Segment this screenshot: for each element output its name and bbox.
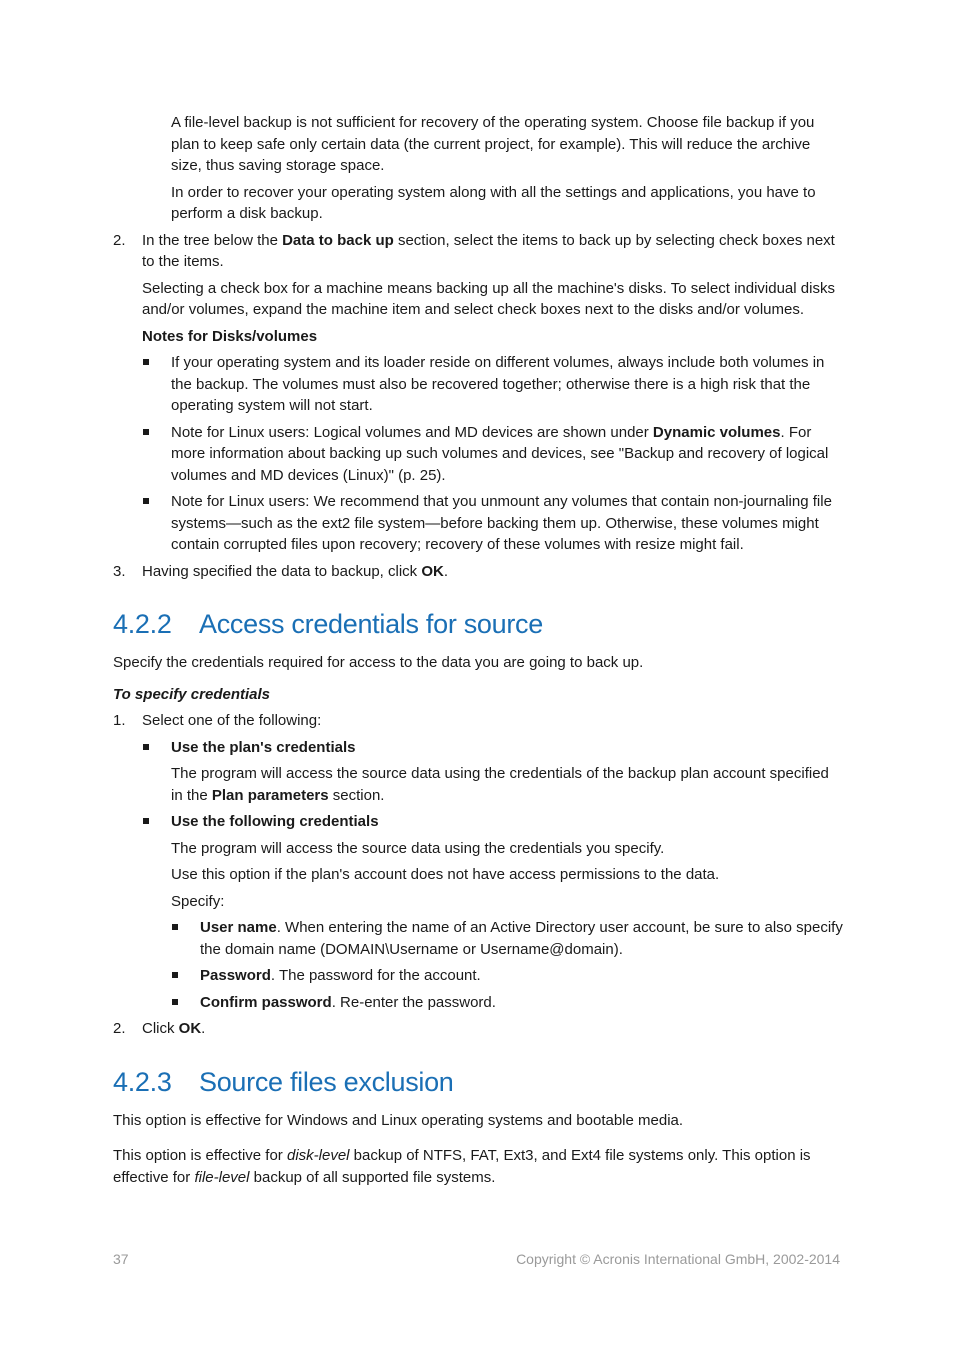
option-following-credentials: Use the following credentials <box>142 811 843 833</box>
specify-label: Specify: <box>171 892 225 910</box>
item-bold: Data to back up <box>282 231 394 249</box>
list-number: 3. <box>113 562 126 580</box>
section-heading-4-2-3 <box>113 1066 843 1098</box>
copyright-text: Copyright © Acronis International GmbH, 2002-2014 <box>516 1251 840 1267</box>
option-description: The program will access the source data using the credentials of the backup plan account specified in the Plan parameters section. <box>171 765 829 804</box>
list-number: 1. <box>113 712 126 729</box>
bullet-item: Note for Linux users: We recommend that you unmount any volumes that contain non-journaling file systems—such as the ext2 file system—before backing them up. Otherwise, these volumes might contain corrupted files upon recovery; recovery of these volumes with resize might fail. <box>142 491 843 556</box>
bullet-item: If your operating system and its loader reside on different volumes, always include both volumes in the backup. The volumes must also be recovered together; otherwise there is a high risk that the operating system will not start. <box>142 352 843 417</box>
list-number: 2. <box>113 231 126 249</box>
sub-bullet-password: Password. The password for the account. <box>171 965 843 987</box>
list-number: 2. <box>113 1020 126 1037</box>
section-title: Source files exclusion <box>199 1066 454 1097</box>
item-text: In the tree below the <box>142 231 283 249</box>
sub-bullet-user-name: User name. When entering the name of an Active Directory user account, be sure to also specify the domain name (DOMAIN\Username or Username@domain). <box>171 917 843 960</box>
section-paragraph: This option is effective for Windows and Linux operating systems and bootable media. <box>113 1111 684 1129</box>
list-item-3: 3. Having specified the data to backup, click OK. <box>113 561 843 583</box>
step-2: 2. Click OK. <box>113 1018 843 1040</box>
option-description: Use this option if the plan's account does not have access permissions to the data. <box>171 866 720 883</box>
section-number: 4.2.2 <box>113 609 172 639</box>
procedure-title: To specify credentials <box>113 685 271 703</box>
file-level-note: A file-level backup is not sufficient for recovery of the operating system. Choose file backup if you plan to keep safe only certain data (the current project, for example). This will reduce the archive size, thus saving storage space. <box>171 114 815 174</box>
page-number: 37 <box>113 1251 129 1267</box>
list-item-2 <box>113 230 843 273</box>
option-description: The program will access the source data using the credentials you specify. <box>171 839 665 857</box>
item-text: section, select the items to back up by selecting check boxes next to the items. <box>142 231 835 270</box>
section-number: 4.2.3 <box>113 1066 172 1097</box>
section-intro: Specify the credentials required for access to the data you are going to back up. <box>113 654 644 671</box>
section-title: Access credentials for source <box>199 609 543 639</box>
step-1: 1. Select one of the following: <box>113 710 843 732</box>
page-content <box>113 112 843 1188</box>
notes-title: Notes for Disks/volumes <box>142 327 318 345</box>
disk-backup-note: In order to recover your operating system along with all the settings and applications, you have to perform a disk backup. <box>171 183 816 222</box>
section-paragraph: This option is effective for disk-level backup of NTFS, FAT, Ext3, and Ext4 file systems only. This option is effective for file-level backup of all supported file systems. <box>113 1147 811 1186</box>
section-heading-4-2-2 <box>113 608 843 640</box>
option-plan-credentials: Use the plan's credentials <box>142 737 843 759</box>
machine-checkbox-note: Selecting a check box for a machine means backing up all the machine's disks. To select individual disks and/or volumes, expand the machine item and select check boxes next to the disks and/or volumes. <box>142 279 835 318</box>
sub-bullet-confirm-password: Confirm password. Re-enter the password. <box>171 992 843 1014</box>
bullet-item: Note for Linux users: Logical volumes and MD devices are shown under Dynamic volumes. For more information about backing up such volumes and devices, see "Backup and recovery of logical volumes and MD devices (Linux)" (p. 25). <box>142 422 843 487</box>
